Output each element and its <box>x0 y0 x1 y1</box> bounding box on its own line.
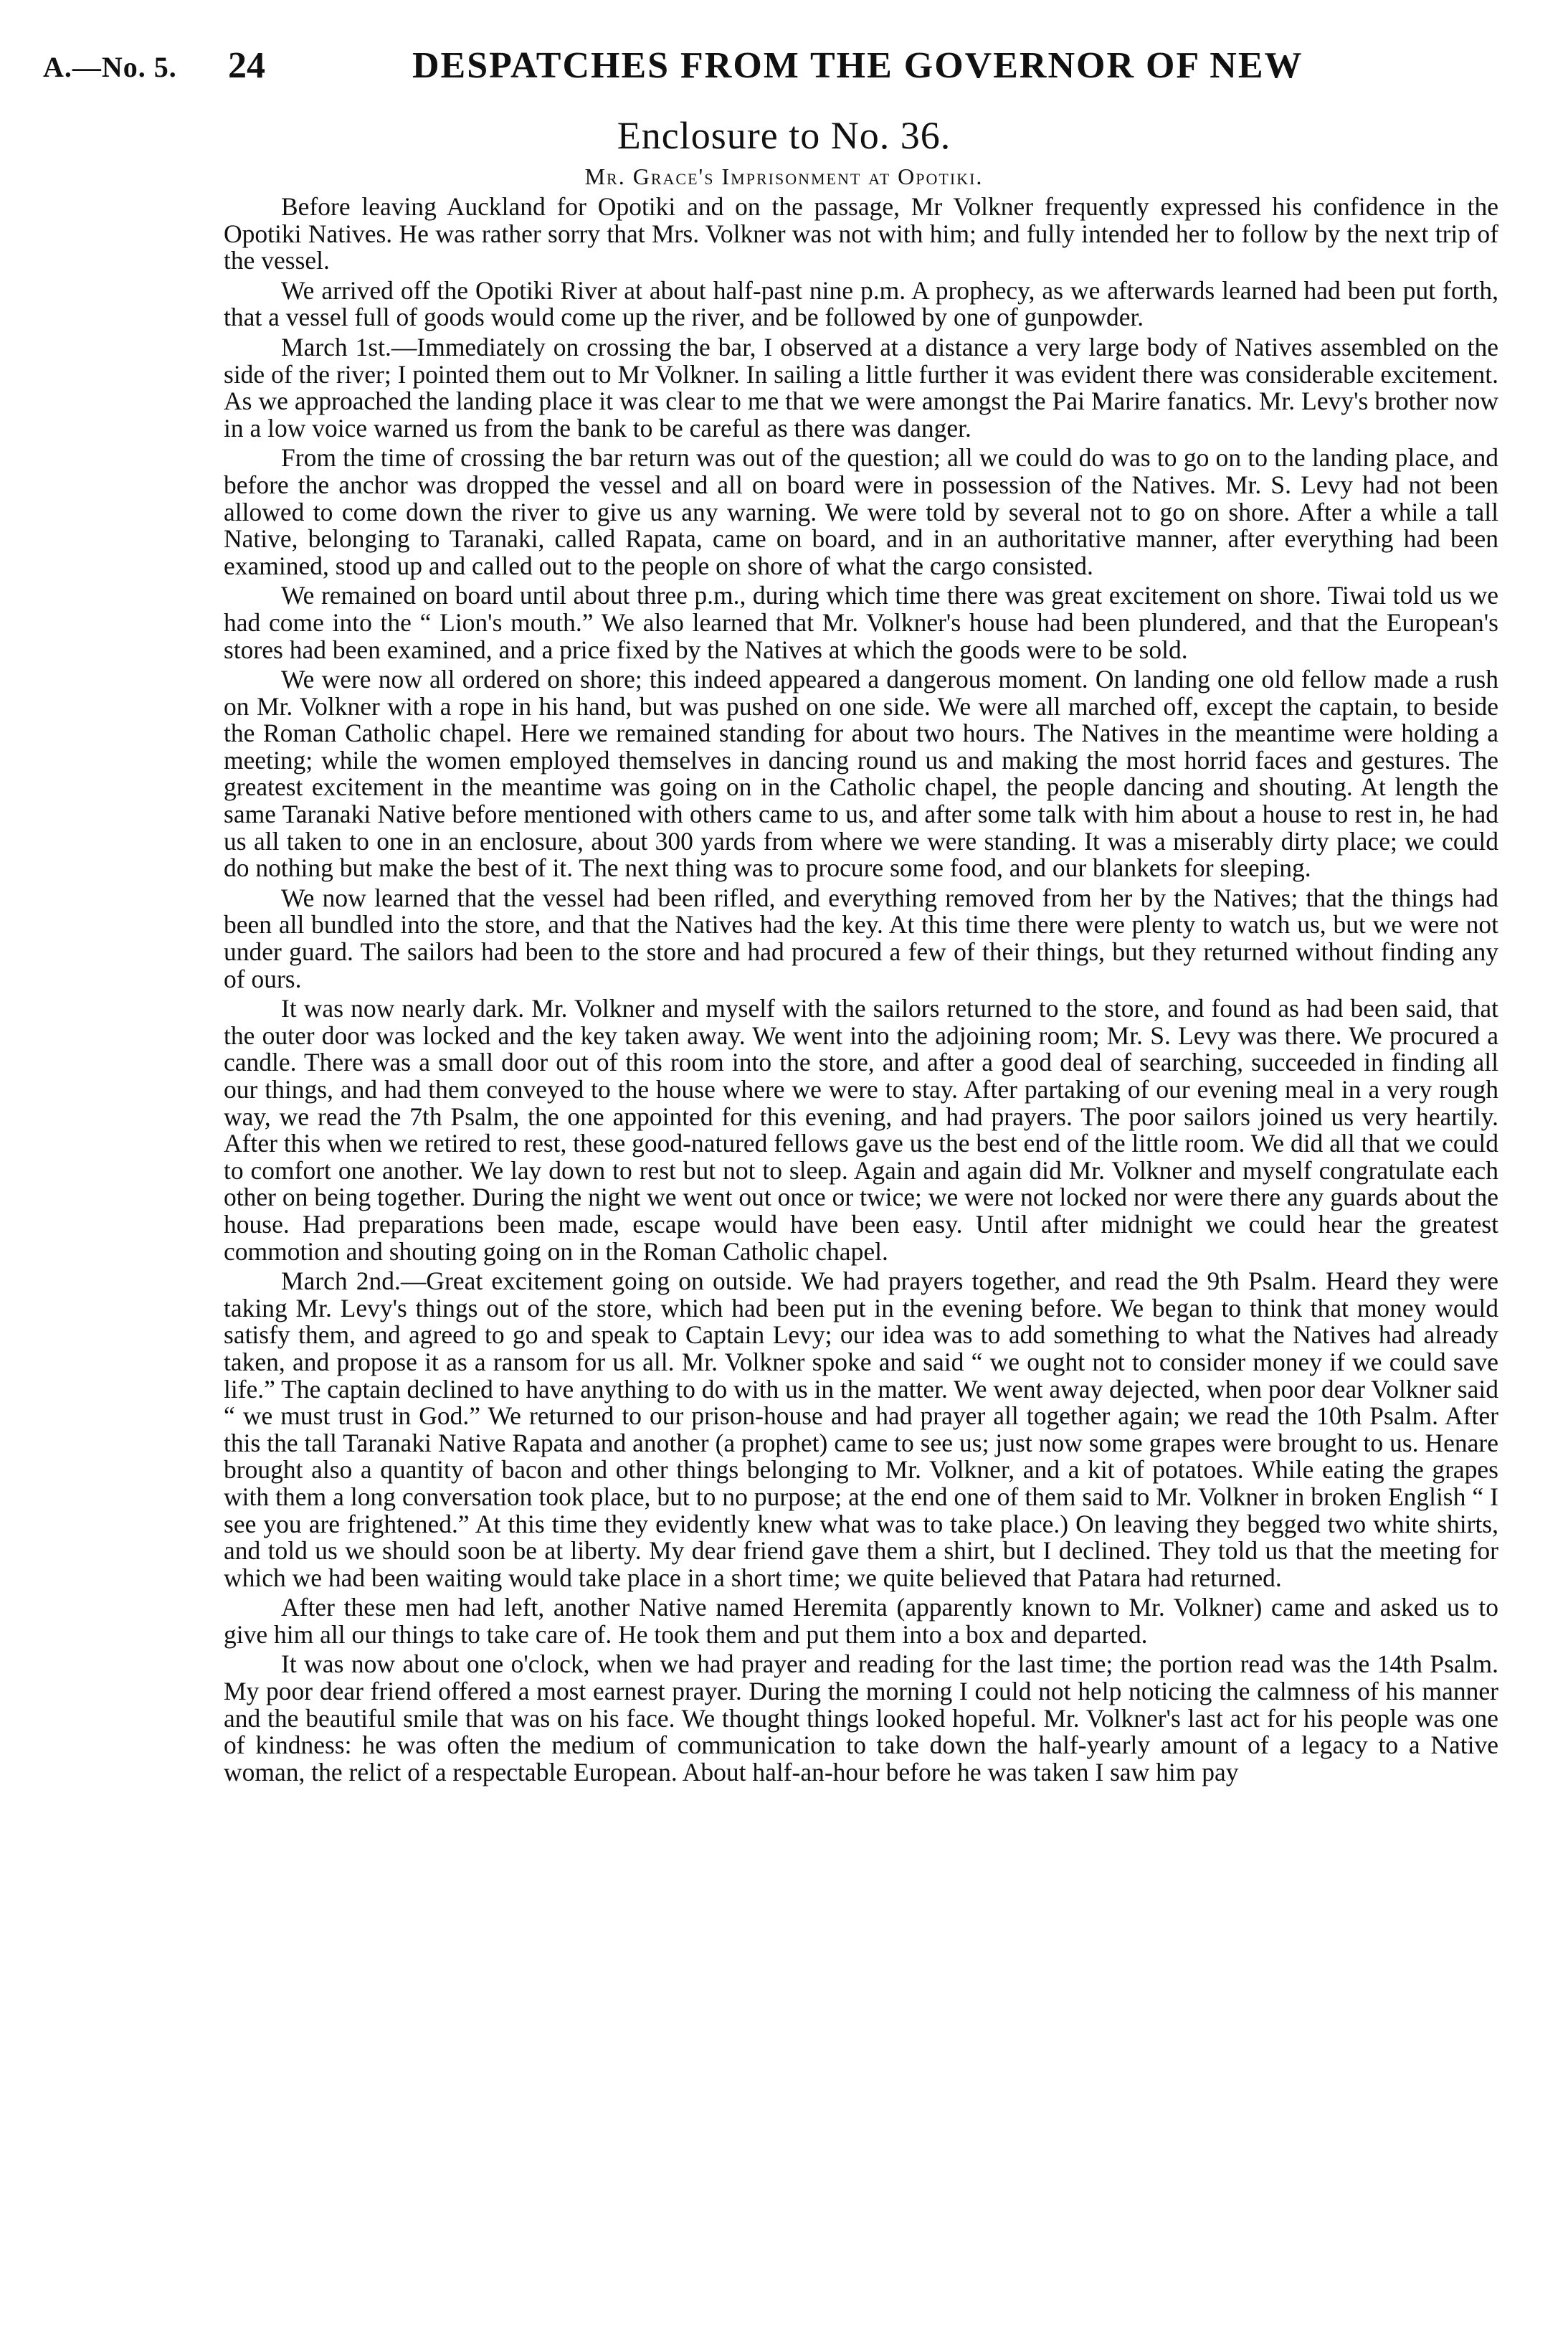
body-text <box>224 194 1498 1789</box>
paragraph: From the time of crossing the bar return was out of the question; all we could do was to go on to the landing place, and before the anchor was dropped the vessel and all on board were in possession of the Natives. Mr. S. Levy had not been allowed to come down the river to give us any warning. We were told by several not to go on shore. After a while a tall Native, belonging to Taranaki, called Rapata, came on board, and in an authoritative manner, after everything had been examined, stood up and called out to the people on shore of what the cargo consisted. <box>224 443 1498 580</box>
paragraph: We were now all ordered on shore; this indeed appeared a dangerous moment. On landing one old fellow made a rush on Mr. Volkner with a rope in his hand, but was pushed on one side. We were all marched off, except the captain, to beside the Roman Catholic chapel. Here we remained standing for about two hours. The Natives in the meantime were holding a meeting; while the women employed themselves in dancing round us and making the most horrid faces and gestures. The greatest excitement in the meantime was going on in the Catholic chapel, the people dancing and shouting. At length the same Taranaki Native before mentioned with others came to us, and after some talk with him about a house to rest in, he had us all taken to one in an enclosure, about 300 yards from where we were standing. It was a miserably dirty place; we could do nothing but make the best of it. The next thing was to procure some food, and our blankets for sleeping. <box>224 665 1498 883</box>
enclosure-title: Enclosure to No. 36. <box>617 114 951 157</box>
paragraph: We arrived off the Opotiki River at about half-past nine p.m. A prophecy, as we afterwards learned had been put forth, that a vessel full of goods would come up the river, and be followed by one of gunpowder. <box>224 275 1498 332</box>
paragraph: March 2nd.—Great excitement going on outside. We had prayers together, and read the 9th Psalm. Heard they were taking Mr. Levy's things out of the store, which had been put in the evening before. We began to think that money would satisfy them, and agreed to go and speak to Captain Levy; our idea was to add something to what the Natives had already taken, and propose it as a ransom for us all. Mr. Volkner spoke and said “ we ought not to consider money if we could save life.” The captain declined to have anything to do with us in the matter. We went away dejected, when poor dear Volkner said “ we must trust in God.” We returned to our prison-house and had prayer all together again; we read the 10th Psalm. After this the tall Taranaki Native Rapata and another (a prophet) came to see us; just now some grapes were brought to us. Henare brought also a quantity of bacon and other things belonging to Mr. Volkner, and a kit of potatoes. While eating the grapes with them a long conversation took place, but to no purpose; at the end one of them said to Mr. Volkner in broken English “ I see you are frightened.” At this time they evidently knew what was to take place.) On leaving they begged two white shirts, and told us we should soon be at liberty. My dear friend gave them a shirt, but I declined. They told us that the meeting for which we had been waiting would take place in a short time; we quite believed that Patara had returned. <box>224 1267 1498 1592</box>
paragraph: We now learned that the vessel had been rifled, and everything removed from her by the Natives; that the things had been all bundled into the store, and that the Natives had the key. At this time there were plenty to watch us, but we were not under guard. The sailors had been to the store and had procured a few of their things, but they returned without finding any of ours. <box>224 883 1498 993</box>
running-header <box>0 42 1568 92</box>
running-title: DESPATCHES FROM THE GOVERNOR OF NEW <box>412 45 1303 86</box>
paragraph: We remained on board until about three p.m., during which time there was great excitement on shore. Tiwai told us we had come into the “ Lion's mouth.” We also learned that Mr. Volkner's house had been plundered, and that the European's stores had been examined, and a price fixed by the Natives at which the goods were to be sold. <box>224 581 1498 664</box>
paragraph: After these men had left, another Native named Heremita (apparently known to Mr. Volkner) came and asked us to give him all our things to take care of. He took them and put them into a box and departed. <box>224 1593 1498 1649</box>
paragraph: March 1st.—Immediately on crossing the bar, I observed at a distance a very large body of Natives assembled on the side of the river; I pointed them out to Mr Volkner. In sailing a little further it was evident there was considerable excitement. As we approached the landing place it was clear to me that we were amongst the Pai Marire fanatics. Mr. Levy's brother now in a low voice warned us from the bank to be careful as there was danger. <box>224 332 1498 442</box>
paragraph: It was now about one o'clock, when we had prayer and reading for the last time; the portion read was the 14th Psalm. My poor dear friend offered a most earnest prayer. During the morning I could not help noticing the calmness of his manner and the beautiful smile that was on his face. We thought things looked hopeful. Mr. Volkner's last act for his people was one of kindness: he was often the medium of communication to take down the half-yearly amount of a legacy to a Native woman, the relict of a respectable European. About half-an-hour before he was taken I saw him pay <box>224 1649 1498 1786</box>
section-subtitle: Mr. Grace's Imprisonment at Opotiki. <box>584 164 984 189</box>
paragraph: It was now nearly dark. Mr. Volkner and myself with the sailors returned to the store, and found as had been said, that the outer door was locked and the key taken away. We went into the adjoining room; Mr. S. Levy was there. We procured a candle. There was a small door out of this room into the store, and after a good deal of searching, succeeded in finding all our things, and had them conveyed to the house where we were to stay. After partaking of our evening meal in a very rough way, we read the 7th Psalm, the one appointed for this evening, and had prayers. The poor sailors joined us very heartily. After this when we retired to rest, these good-natured fellows gave us the best end of the little room. We did all that we could to comfort one another. We lay down to rest but not to sleep. Again and again did Mr. Volkner and myself congratulate each other on being together. During the night we went out once or twice; we were not locked nor were there any guards about the house. Had preparations been made, escape would have been easy. Until after midnight we could hear the greatest commotion and shouting going on in the Roman Catholic chapel. <box>224 994 1498 1266</box>
paragraph: Before leaving Auckland for Opotiki and on the passage, Mr Volkner frequently expressed his confidence in the Opotiki Natives. He was rather sorry that Mrs. Volkner was not with him; and fully intended her to follow by the next trip of the vessel. <box>224 192 1498 275</box>
document-reference: A.—No. 5. <box>43 51 177 83</box>
page-number: 24 <box>228 45 265 86</box>
